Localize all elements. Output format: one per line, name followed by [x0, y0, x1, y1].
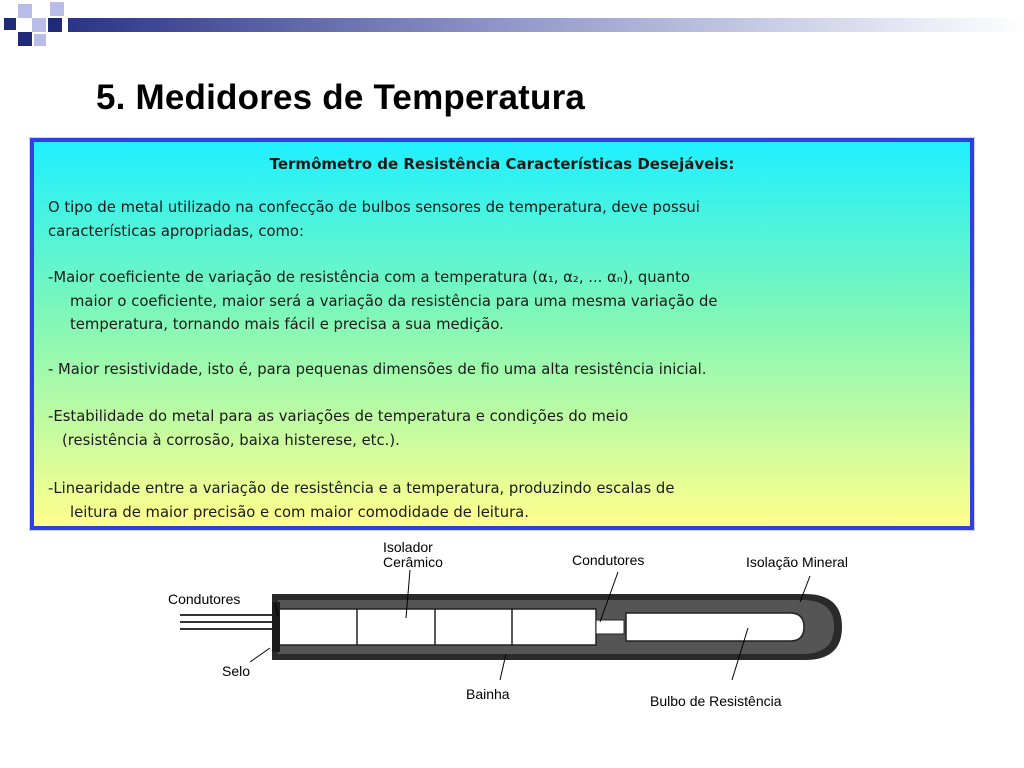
characteristics-box: [30, 138, 974, 530]
corner-square: [34, 34, 46, 46]
top-gradient-bar: [68, 18, 1024, 32]
item-linearity: [48, 477, 674, 524]
corner-decoration: [0, 0, 1024, 48]
intro-line: características apropriadas, como:: [48, 222, 304, 240]
corner-square: [18, 32, 32, 46]
corner-square: [18, 4, 32, 18]
item-line: temperatura, tornando mais fácil e precisa a sua medição.: [70, 316, 504, 333]
corner-square: [4, 18, 16, 30]
corner-square: [50, 2, 64, 16]
corner-square: [48, 18, 62, 32]
item-resistivity: [48, 358, 706, 382]
label-bulbo-resistencia: Bulbo de Resistência: [650, 693, 782, 709]
slide-title: 5. Medidores de Temperatura: [96, 78, 586, 117]
label-line: Isolador: [383, 539, 433, 555]
label-condutores-left: Condutores: [168, 591, 241, 607]
label-isolador-ceramico: [383, 540, 443, 570]
item-line: leitura de maior precisão e com maior comodidade de leitura.: [70, 503, 529, 521]
label-isolacao-mineral: Isolação Mineral: [746, 554, 848, 570]
item-line: - Maior resistividade, isto é, para pequenas dimensões de fio uma alta resistência inicial.: [48, 361, 707, 378]
item-line: -Linearidade entre a variação de resistência e a temperatura, produzindo escalas de: [48, 480, 675, 497]
corner-square: [32, 18, 46, 32]
item-line: -Maior coeficiente de variação de resistência com a temperatura (α₁, α₂, ... αₙ), quanto: [48, 269, 690, 286]
item-line: (resistência à corrosão, baixa histerese, etc.).: [62, 431, 400, 449]
label-condutores-top: Condutores: [572, 552, 645, 568]
label-selo: Selo: [222, 663, 251, 679]
label-bainha: Bainha: [466, 686, 510, 702]
probe-diagram: [150, 532, 890, 718]
item-coefficient: [48, 266, 717, 337]
label-line: Cerâmico: [383, 554, 443, 570]
box-heading: Termômetro de Resistência Características Desejáveis:: [269, 155, 735, 173]
item-line: -Estabilidade do metal para as variações de temperatura e condições do meio: [48, 408, 629, 425]
item-line: maior o coeficiente, maior será a variação da resistência para uma mesma variação de: [70, 292, 718, 310]
resistance-bulb: [626, 613, 804, 641]
intro-paragraph: [48, 196, 700, 243]
item-stability: [48, 405, 628, 452]
intro-line: O tipo de metal utilizado na confecção de bulbos sensores de temperatura, deve possui: [48, 199, 700, 216]
